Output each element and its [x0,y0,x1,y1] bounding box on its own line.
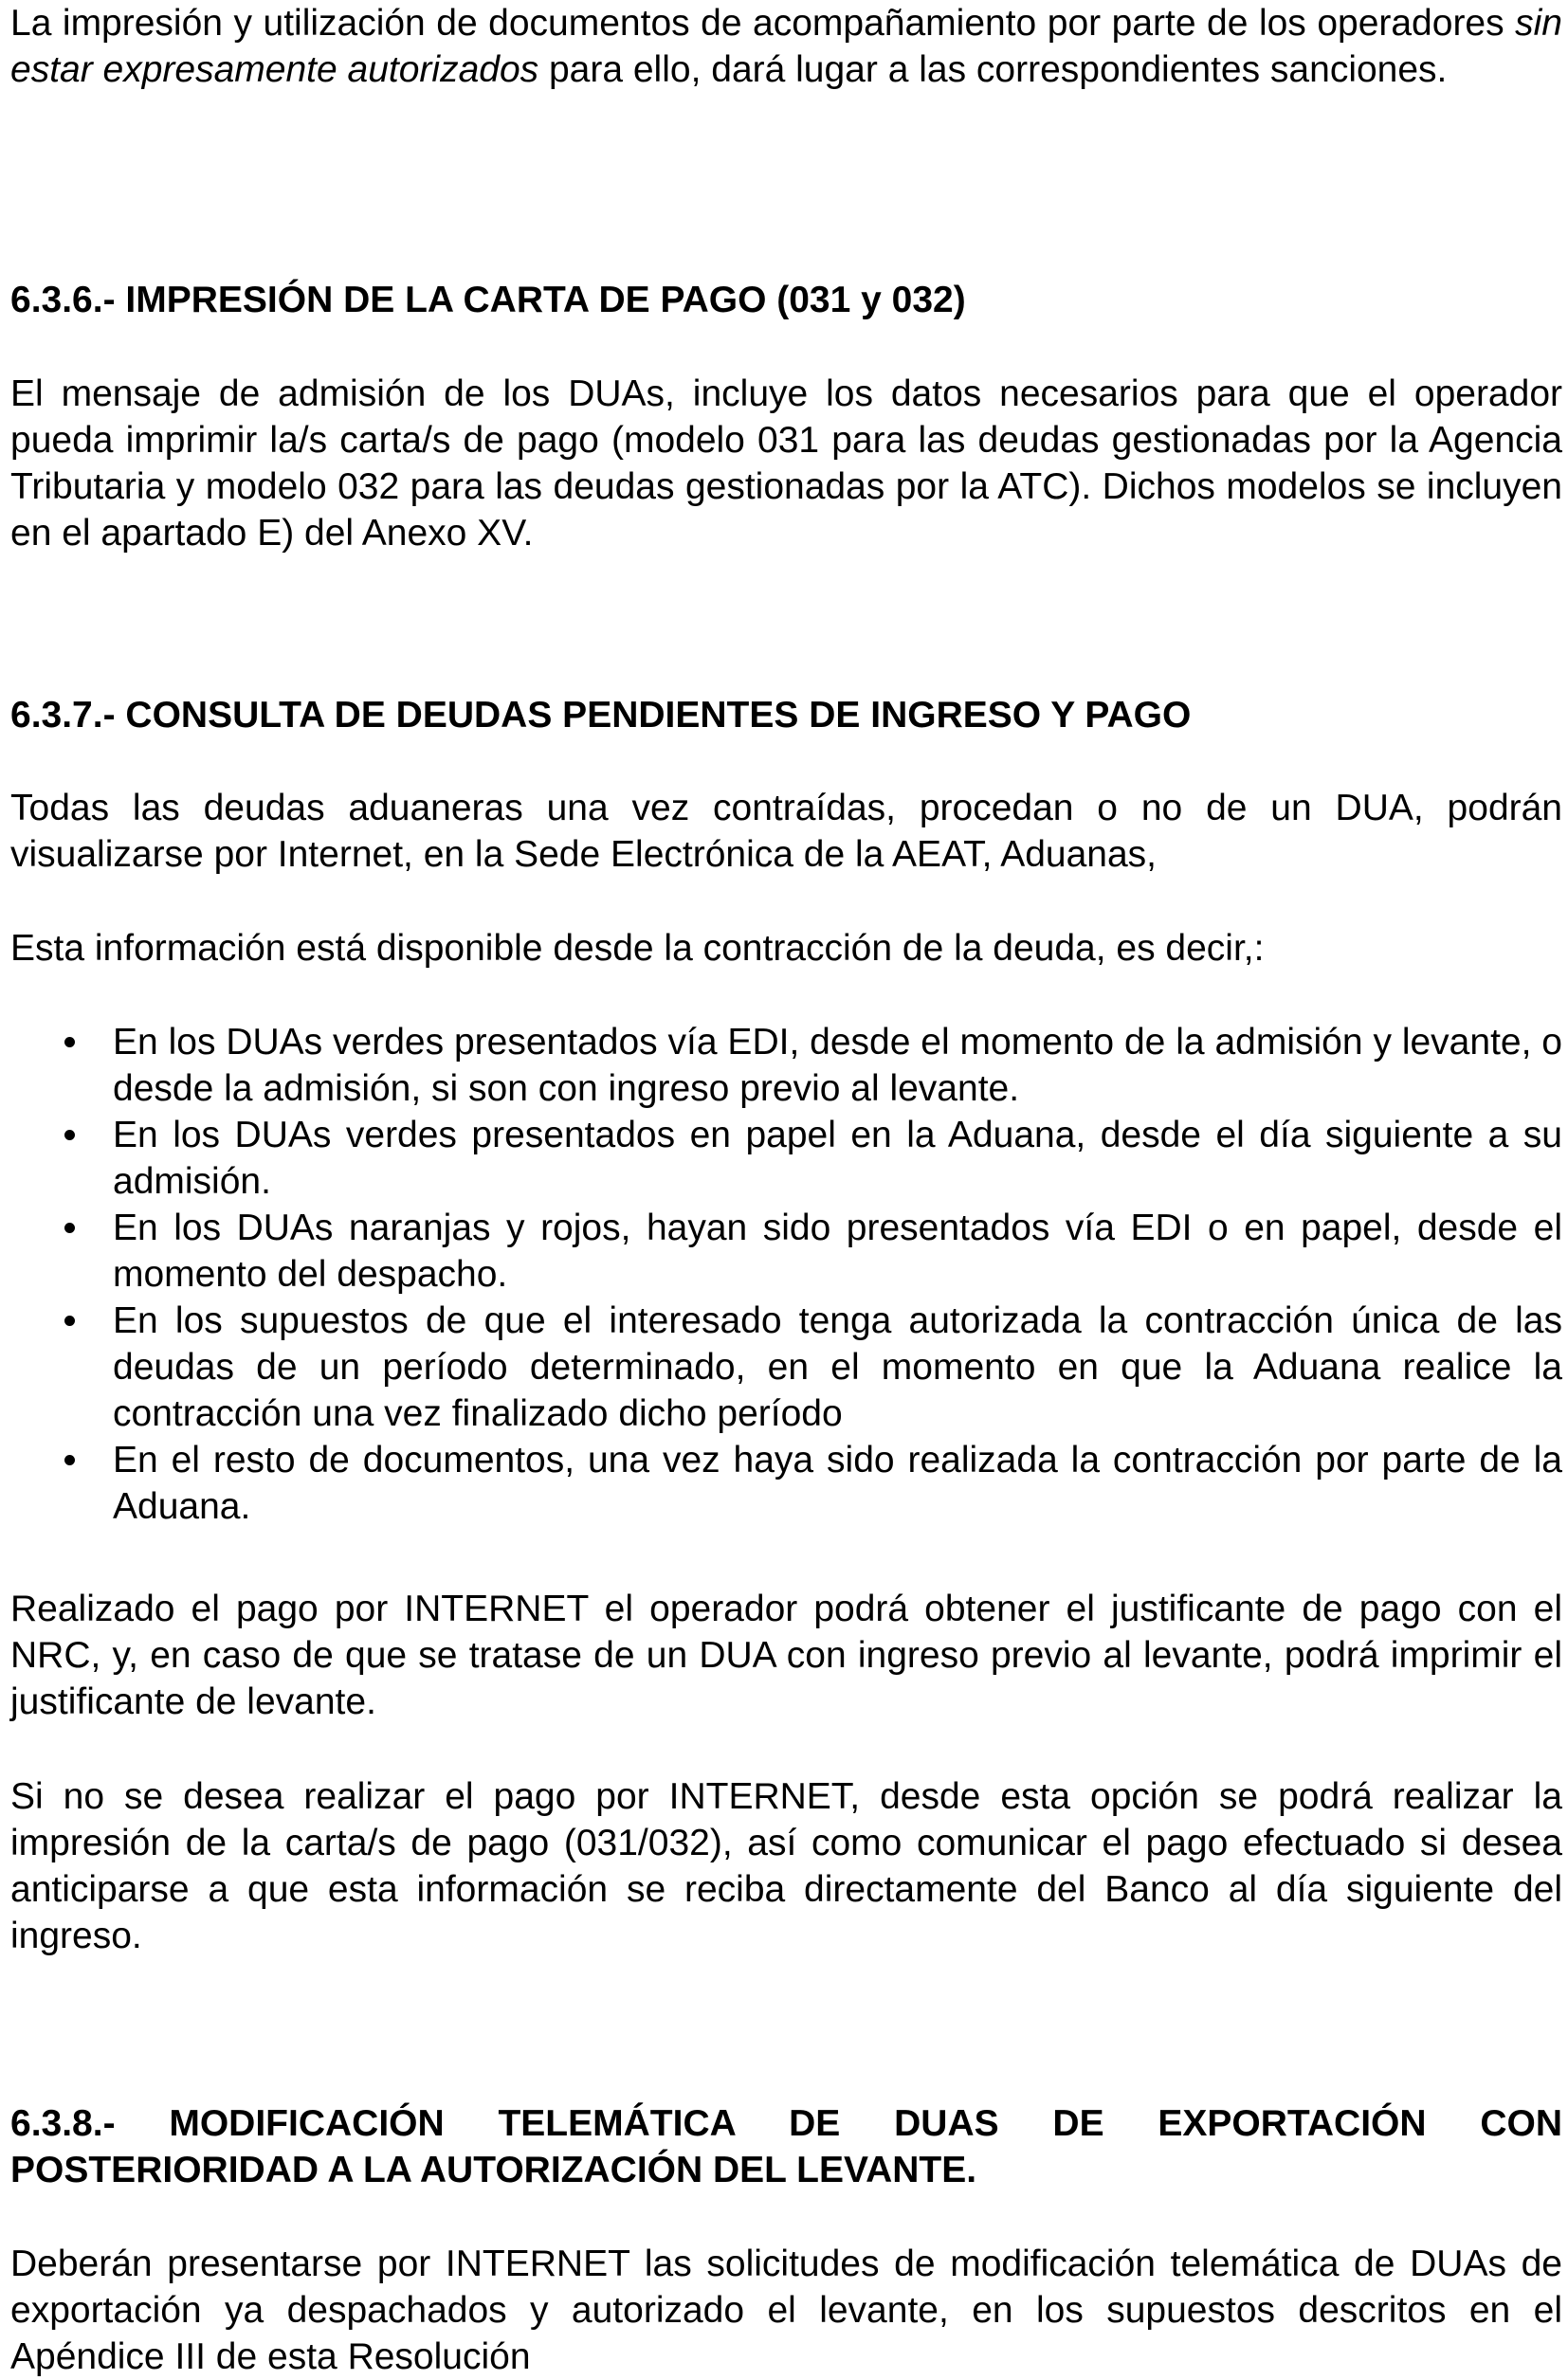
intro-paragraph [10,0,1562,93]
section-637-paragraph-1: Todas las deudas aduaneras una vez contraídas, procedan o no de un DUA, podrán visualizarse por Internet, en la Sede Electrónica de la AEAT, Aduanas, [10,788,1562,875]
list-item [10,1205,1562,1298]
section-637-paragraph-3: Realizado el pago por INTERNET el operador podrá obtener el justificante de pago con el NRC, y, en caso de que se tratase de un DUA con ingreso previo al levante, podrá imprimir el justificante de levante. [10,1589,1562,1722]
list-item [10,1112,1562,1205]
list-item-text: En los DUAs naranjas y rojos, hayan sido presentados vía EDI o en papel, desde el momento del despacho. [113,1208,1562,1295]
section-637-heading: 6.3.7.- CONSULTA DE DEUDAS PENDIENTES DE INGRESO Y PAGO [10,695,1192,736]
intro-text-part1: La impresión y utilización de documentos de acompañamiento por parte de los operadores [10,3,1516,44]
list-item-text: En los DUAs verdes presentados vía EDI, desde el momento de la admisión y levante, o desde la admisión, si son con ingreso previo al levante. [113,1022,1562,1109]
list-item-text: En los DUAs verdes presentados en papel en la Aduana, desde el día siguiente a su admisión. [113,1115,1562,1202]
availability-bullet-list [10,1019,1562,1530]
section-636-paragraph: El mensaje de admisión de los DUAs, incluye los datos necesarios para que el operador pueda imprimir la/s carta/s de pago (modelo 031 para las deudas gestionadas por la Agencia Tributaria y modelo 032 para las deudas gestionadas por la ATC). Dichos modelos se incluyen en el apartado E) del Anexo XV. [10,373,1562,554]
list-item-text: En el resto de documentos, una vez haya sido realizada la contracción por parte de la Aduana. [113,1440,1562,1527]
section-637-paragraph-2: Esta información está disponible desde la contracción de la deuda, es decir,: [10,928,1265,969]
intro-text-part2: para ello, dará lugar a las correspondientes sanciones. [538,49,1448,90]
list-item [10,1019,1562,1112]
list-item [10,1298,1562,1437]
list-item [10,1437,1562,1530]
section-636-heading: 6.3.6.- IMPRESIÓN DE LA CARTA DE PAGO (031 y 032) [10,280,966,320]
section-637-paragraph-4: Si no se desea realizar el pago por INTERNET, desde esta opción se podrá realizar la impresión de la carta/s de pago (031/032), así como comunicar el pago efectuado si desea anticiparse a que esta información se reciba directamente del Banco al día siguiente del ingreso. [10,1776,1562,1956]
section-638-paragraph: Deberán presentarse por INTERNET las solicitudes de modificación telemática de DUAs de exportación ya despachados y autorizado el levante, en los supuestos descritos en el Apéndice III de esta Resolución [10,2244,1562,2377]
list-item-text: En los supuestos de que el interesado tenga autorizada la contracción única de las deudas de un período determinado, en el momento en que la Aduana realice la contracción una vez finalizado dicho período [113,1300,1562,1434]
intro-emphasis: sin estar expresamente autorizados [10,3,1562,90]
section-638-heading: 6.3.8.- MODIFICACIÓN TELEMÁTICA DE DUAS DE EXPORTACIÓN CON POSTERIORIDAD A LA AUTORIZACIÓN DEL LEVANTE. [10,2103,1562,2190]
